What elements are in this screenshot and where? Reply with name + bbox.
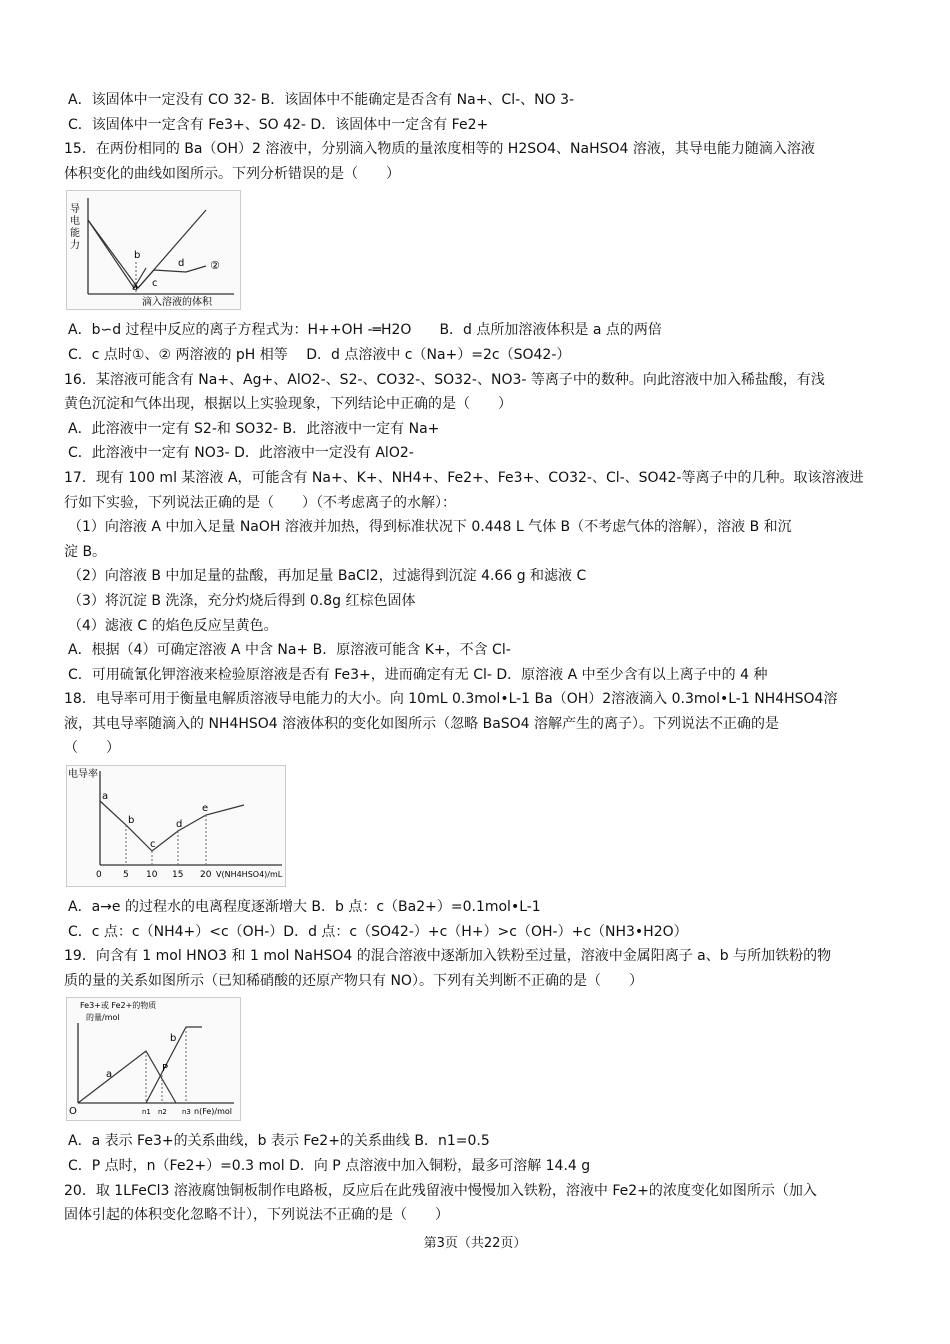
q16-option-ab: A．此溶液中一定有 S2-和 SO32- B．此溶液中一定有 Na+ [68,420,440,437]
q19-option-ab: A．a 表示 Fe3+的关系曲线，b 表示 Fe2+的关系曲线 B．n1=0.5 [68,1133,490,1150]
q19-option-cd: C．P 点时，n（Fe2+）=0.3 mol D．向 P 点溶液中加入铜粉，最多可溶解 14.4 g [68,1158,591,1175]
q15-point-a: a [132,282,139,294]
q19-ylabel-1: Fe3+或 Fe2+的物质 [80,1001,157,1011]
q17-step-3: （3）将沉淀 B 洗涤，充分灼烧后得到 0.8g 红棕色固体 [68,592,416,609]
q19-tick-n1: n1 [142,1108,151,1117]
q19-origin: O [69,1106,77,1118]
q19-label-a: a [106,1069,113,1081]
q17-stem-1: 17．现有 100 ml 某溶液 A，可能含有 Na+、K+、NH4+、Fe2+、Fe3+、CO32-、Cl-、SO42-等离子中的几种。取该溶液进 [64,469,864,486]
q18-tick-15: 15 [172,870,184,881]
q19-chart [66,997,241,1121]
q14-option-ab: A．该固体中一定没有 CO 32- B．该固体中不能确定是否含有 Na+、Cl-、NO 3- [68,92,575,108]
q16-stem-1: 16．某溶液可能含有 Na+、Ag+、AlO2-、S2-、CO32-、SO32-、NO3- 等离子中的数种。向此溶液中加入稀盐酸，有浅 [64,371,825,388]
q18-point-d: d [176,819,183,831]
q19-ylabel-2: 的量/mol [86,1013,120,1023]
q15-curve-label: ② [210,259,220,273]
q14-option-cd: C．该固体中一定含有 Fe3+、SO 42- D．该固体中一定含有 Fe2+ [68,116,489,133]
q18-tick-0: 0 [96,870,102,881]
q19-stem-2: 质的量的关系如图所示（已知稀硝酸的还原产物只有 NO）。下列有关判断不正确的是（ ） [64,972,643,989]
q19-xlabel: n(Fe)/mol [194,1107,233,1117]
q18-xlabel: V(NH4HSO4)/mL [216,870,283,880]
q17-option-ab: A．根据（4）可确定溶液 A 中含 Na+ B．原溶液可能含 K+，不含 Cl- [68,642,511,659]
q15-figure [66,190,914,312]
q17-stem-2: 行如下实验，下列说法正确的是（ ）（不考虑离子的水解）： [64,494,456,511]
q15-point-d: d [178,258,185,270]
q18-tick-10: 10 [146,870,158,881]
q18-chart [66,765,286,887]
q18-tick-5: 5 [123,870,129,881]
q17-option-cd: C．可用硫氰化钾溶液来检验原溶液是否有 Fe3+，进而确定有无 Cl- D．原溶液 A 中至少含有以上离子中的 4 种 [68,666,768,683]
q19-point-p: P [162,1063,169,1075]
q19-tick-n2: n2 [158,1108,167,1117]
q17-step-1a: （1）向溶液 A 中加入足量 NaOH 溶液并加热，得到标准状况下 0.448 L 气体 B（不考虑气体的溶解），溶液 B 和沉 [68,519,792,536]
q17-step-4: （4）滤液 C 的焰色反应呈黄色。 [68,617,278,634]
q15-chart [66,190,241,310]
page-footer: 第3页（共22页） [423,1236,527,1251]
q19-figure [66,997,914,1123]
q18-point-b: b [128,815,135,827]
q19-tick-n3: n3 [182,1108,191,1117]
q15-point-b: b [134,250,141,262]
q15-stem-1: 15．在两份相同的 Ba（OH）2 溶液中，分别滴入物质的量浓度相等的 H2SO4、NaHSO4 溶液，其导电能力随滴入溶液 [64,141,815,158]
q20-stem-2: 固体引起的体积变化忽略不计），下列说法不正确的是（ ） [64,1207,449,1224]
q15-ylabel: 导电能力 [70,204,80,252]
q18-figure [66,765,914,889]
q18-tick-20: 20 [200,870,212,881]
q15-xlabel: 滴入溶液的体积 [142,297,212,309]
q15-point-c: c [152,278,158,290]
q15-option-ab: A．b∽d 过程中反应的离子方程式为：H++OH -═H2O B．d 点所加溶液体积是 a 点的两倍 [68,322,662,339]
q16-option-cd: C．此溶液中一定有 NO3- D．此溶液中一定没有 AlO2- [68,445,414,462]
q18-point-a: a [102,791,109,803]
q18-stem-2: 液，其电导率随滴入的 NH4HSO4 溶液体积的变化如图所示（忽略 BaSO4 溶解产生的离子）。下列说法不正确的是 [64,715,780,732]
q15-option-cd: C．c 点时①、② 两溶液的 pH 相等 D．d 点溶液中 c（Na+）=2c（SO42-） [68,346,571,363]
q18-stem-3: （ ） [64,740,120,757]
q17-step-1b: 淀 B。 [64,543,107,560]
q18-point-c: c [150,839,156,851]
q18-ylabel: 电导率 [68,769,98,781]
q15-stem-2: 体积变化的曲线如图所示。下列分析错误的是（ ） [64,165,400,182]
q17-step-2: （2）向溶液 B 中加足量的盐酸，再加足量 BaCl2，过滤得到沉淀 4.66 g 和滤液 C [68,568,587,585]
q18-option-ab: A．a→e 的过程水的电离程度逐渐增大 B．b 点：c（Ba2+）=0.1mol•L-1 [68,899,541,916]
q20-stem-1: 20．取 1LFeCl3 溶液腐蚀铜板制作电路板，反应后在此残留液中慢慢加入铁粉，溶液中 Fe2+的浓度变化如图所示（加入 [64,1182,817,1199]
q16-stem-2: 黄色沉淀和气体出现，根据以上实验现象，下列结论中正确的是（ ） [64,396,512,413]
q18-point-e: e [202,803,209,815]
q18-option-cd: C．c 点：c（NH4+）<c（OH-）D．d 点：c（SO42-）+c（H+）>c（OH-）+c（NH3•H2O） [68,923,688,940]
page-content [64,88,914,1228]
q18-stem-1: 18．电导率可用于衡量电解质溶液导电能力的大小。向 10mL 0.3mol•L-1 Ba（OH）2溶液滴入 0.3mol•L-1 NH4HSO4溶 [64,691,838,708]
q19-stem-1: 19．向含有 1 mol HNO3 和 1 mol NaHSO4 的混合溶液中逐渐加入铁粉至过量，溶液中金属阳离子 a、b 与所加铁粉的物 [64,948,832,965]
q19-label-b: b [170,1033,177,1045]
